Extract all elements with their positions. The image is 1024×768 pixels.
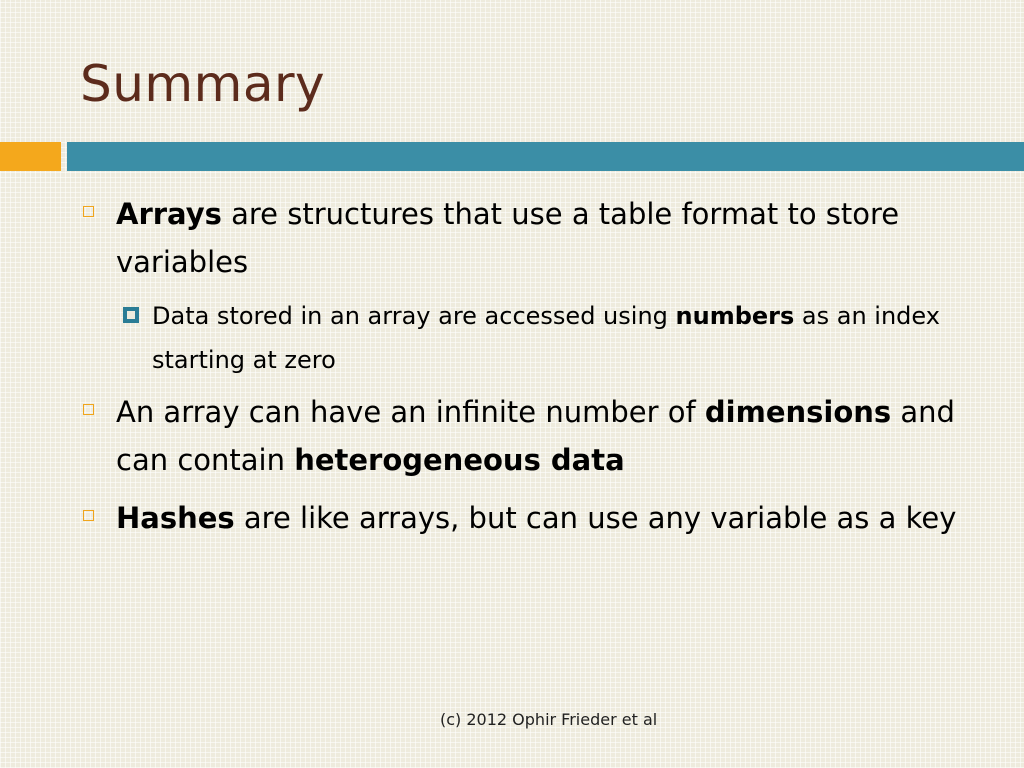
sub-bullet-text: Data stored in an array are accessed using <box>152 302 676 330</box>
hollow-square-bullet-icon <box>83 206 94 217</box>
bold-term-heterogeneous-data: heterogeneous data <box>294 443 625 477</box>
sub-bullet-item-index <box>116 294 980 382</box>
bold-term-dimensions: dimensions <box>704 395 892 429</box>
bullet-text: are like arrays, but can use any variable as a key <box>234 501 957 535</box>
bullet-text: An array can have an infinite number of <box>116 395 705 429</box>
bullet-item-hashes <box>80 494 980 542</box>
sub-bullet-text-after: as an index starting at zero <box>152 302 940 374</box>
filled-square-bullet-icon <box>123 307 139 323</box>
hollow-square-bullet-icon <box>83 404 94 415</box>
bold-term-numbers: numbers <box>675 302 795 330</box>
bullet-list <box>80 190 980 542</box>
accent-bar-teal <box>67 142 1024 171</box>
accent-bar-orange <box>0 142 61 171</box>
hollow-square-bullet-icon <box>83 510 94 521</box>
bold-term-hashes: Hashes <box>116 501 235 535</box>
slide-title: Summary <box>80 55 326 113</box>
slide-footer: (c) 2012 Ophir Frieder et al <box>440 710 658 729</box>
bullet-item-arrays <box>80 190 980 286</box>
bullet-text-mid: and can contain <box>116 395 955 477</box>
bold-term-arrays: Arrays <box>116 197 222 231</box>
bullet-item-dimensions <box>80 388 980 484</box>
bullet-text: are structures that use a table format to store variables <box>116 197 900 279</box>
